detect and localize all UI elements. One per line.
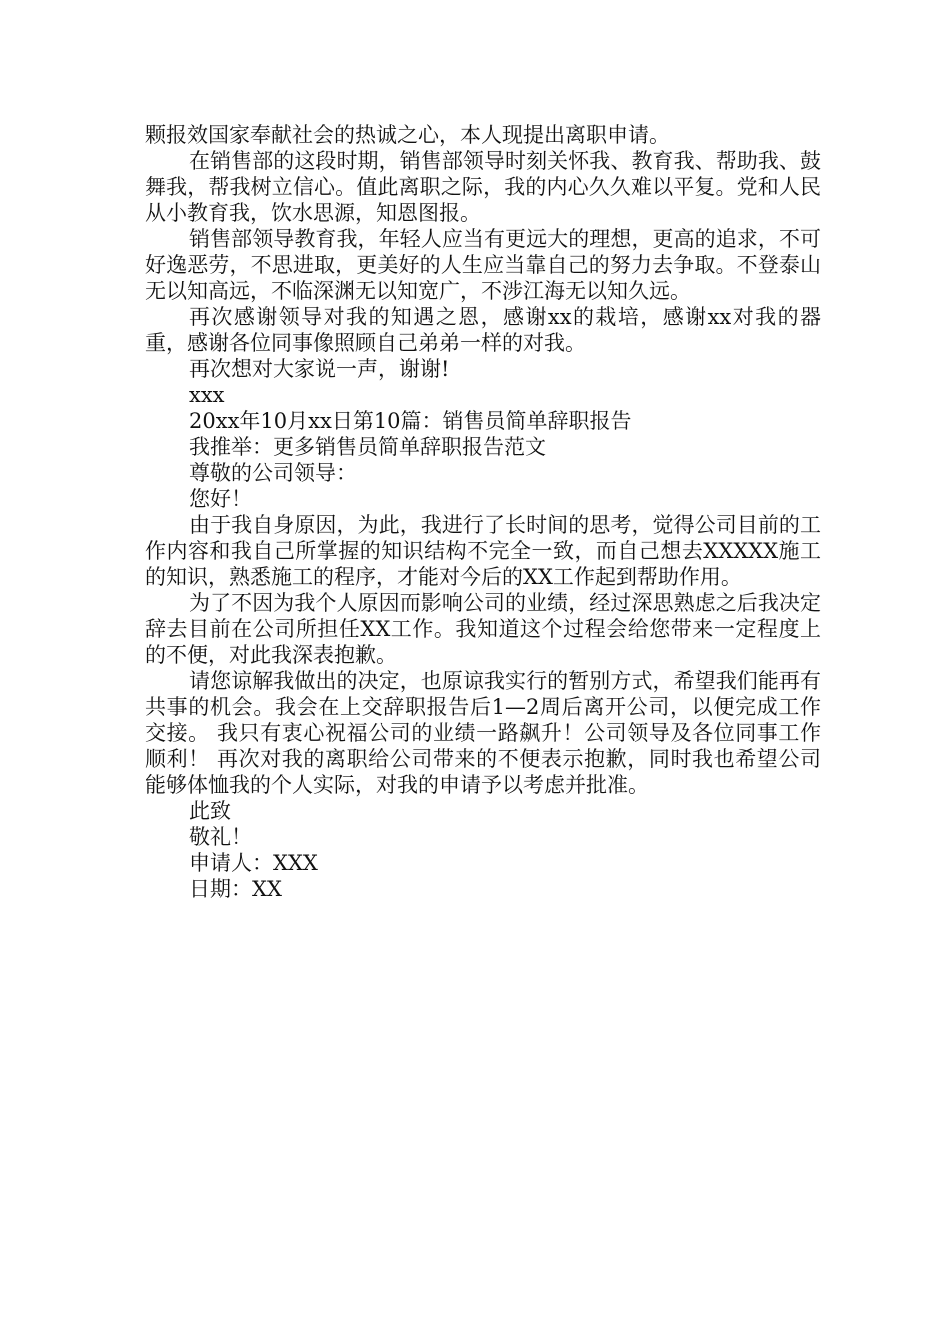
salutation: 尊敬的公司领导： (189, 461, 357, 485)
paragraph-decision: 为了不因为我个人原因而影响公司的业绩，经过深思熟虑之后我决定辞去目前在公司所担任XX工作。我知道这个过程会给您带来一定程度上的不便，对此我深表抱歉。 (145, 591, 821, 667)
date-line: 日期：XX (189, 877, 282, 901)
paragraph-sales-period: 在销售部的这段时期，销售部领导时刻关怀我、教育我、帮助我、鼓舞我，帮我树立信心。值此离职之际，我的内心久久难以平复。党和人民从小教育我，饮水思源，知恩图报。 (145, 149, 821, 225)
paragraph-thanks-all: 再次想对大家说一声，谢谢! (189, 357, 450, 381)
paragraph-thanks: 再次感谢领导对我的知遇之恩，感谢xx的栽培，感谢xx对我的器重，感谢各位同事像照顾自己弟弟一样的对我。 (145, 305, 821, 355)
applicant-line: 申请人：XXX (189, 851, 318, 875)
paragraph-apology: 请您谅解我做出的决定，也原谅我实行的暂别方式，希望我们能再有共事的机会。我会在上交辞职报告后1—2周后离开公司，以便完成工作交接。 我只有衷心祝福公司的业绩一路飙升！公司领导及各位同事工作顺利！ 再次对我的离职给公司带来的不便表示抱歉，同时我也希望公司能够体恤我的个人实际，对我的申请予以考虑并批准。 (145, 669, 821, 797)
greeting: 您好！ (189, 487, 252, 511)
paragraph-leadership-teaching: 销售部领导教育我，年轻人应当有更远大的理想，更高的追求，不可好逸恶劳，不思进取，更美好的人生应当靠自己的努力去争取。不登泰山无以知高远，不临深渊无以知宽广，不涉江海无以知久远。 (145, 227, 821, 303)
paragraph-reason: 由于我自身原因，为此，我进行了长时间的思考，觉得公司目前的工作内容和我自己所掌握的知识结构不完全一致，而自己想去XXXXX施工的知识，熟悉施工的程序，才能对今后的XX工作起到帮助作用。 (145, 513, 821, 589)
signature-name: xxx (189, 383, 225, 407)
date-and-section-title: 20xx年10月xx日第10篇：销售员简单辞职报告 (189, 409, 632, 433)
closing-zhizhi: 此致 (189, 799, 231, 823)
paragraph-closing-intent: 颗报效国家奉献社会的热诚之心，本人现提出离职申请。 (145, 123, 670, 147)
recommendation-line: 我推举：更多销售员简单辞职报告范文 (189, 435, 546, 459)
closing-jingli: 敬礼！ (189, 825, 252, 849)
document-body (145, 122, 821, 902)
